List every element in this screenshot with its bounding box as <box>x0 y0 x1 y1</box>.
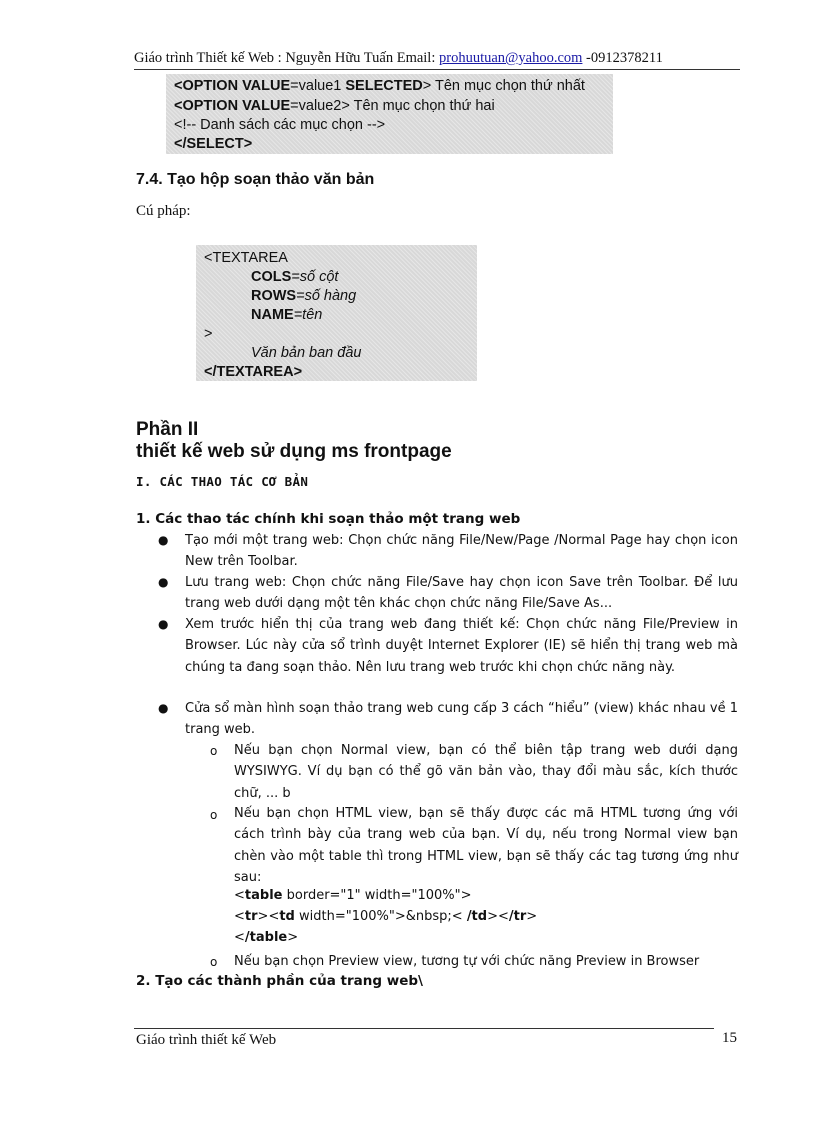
list-item: Lưu trang web: Chọn chức năng File/Save hay chọn icon Save trên Toolbar. Để lưu trang web dưới dạng một tên khác chọn chức năng File/Save As... <box>185 575 738 612</box>
section-heading-I: I. CÁC THAO TÁC CƠ BẢN <box>136 474 309 489</box>
circle-bullet-icon: o <box>210 744 218 758</box>
sub-list-item: Nếu bạn chọn HTML view, bạn sẽ thấy được các mã HTML tương ứng với cách trình bày của trang web của bạn. Ví dụ, nếu trong Normal view bạn chèn vào một table thì trong HTML view, bạn sẽ thấy các tag tương ứng như sau: <box>234 806 738 885</box>
sub-list-item: Nếu bạn chọn Preview view, tương tự với chức năng Preview in Browser <box>234 954 700 969</box>
code-line: </SELECT> <box>174 136 253 152</box>
footer-divider <box>134 1028 714 1029</box>
header-title: Giáo trình Thiết kế Web : Nguyễn Hữu Tuấn Email: <box>134 50 439 66</box>
page-header <box>134 50 740 67</box>
part-subtitle: thiết kế web sử dụng ms frontpage <box>136 441 452 462</box>
email-link[interactable]: prohuutuan@yahoo.com <box>439 50 583 66</box>
sub-list-item: Nếu bạn chọn Normal view, bạn có thể biên tập trang web dưới dạng WYSIWYG. Ví dụ bạn có thể gõ văn bản vào, thay đổi màu sắc, kích thước chữ, ... b <box>234 743 738 801</box>
code-line: <OPTION VALUE=value1 SELECTED> Tên mục chọn thứ nhất <box>174 78 585 94</box>
html-code-line: <tr><td width="100%">&nbsp;< /td></tr> <box>234 909 538 924</box>
list-item: Cửa sổ màn hình soạn thảo trang web cung cấp 3 cách “hiểu” (view) khác nhau về 1 trang web. <box>185 701 738 738</box>
subsection-heading-2: 2. Tạo các thành phần của trang web\ <box>136 973 423 989</box>
code-line: <OPTION VALUE=value2> Tên mục chọn thứ hai <box>174 98 495 114</box>
select-code-box <box>166 74 613 154</box>
part-title: Phần II <box>136 419 199 440</box>
circle-bullet-icon: o <box>210 955 218 969</box>
html-code-line: <table border="1" width="100%"> <box>234 888 472 903</box>
code-line: COLS=số cột <box>251 269 339 285</box>
code-line: > <box>204 326 213 342</box>
subsection-heading-1: 1. Các thao tác chính khi soạn thảo một trang web <box>136 511 521 527</box>
bullet-icon: ● <box>158 701 169 715</box>
syntax-label: Cú pháp: <box>136 203 191 219</box>
textarea-code-box <box>196 245 477 381</box>
list-item: Xem trước hiển thị của trang web đang thiết kế: Chọn chức năng File/Preview in Browser. Lúc này cửa sổ trình duyệt Internet Explorer (IE) sẽ hiển thị trang web mà chúng ta đang soạn thảo. Nên lưu trang web trước khi chọn chức năng này. <box>185 617 738 675</box>
bullet-icon: ● <box>158 575 169 589</box>
code-line: </TEXTAREA> <box>204 364 303 380</box>
code-line: Văn bản ban đầu <box>251 345 362 361</box>
bullet-icon: ● <box>158 617 169 631</box>
code-line: <TEXTAREA <box>204 250 288 266</box>
header-divider <box>134 69 740 70</box>
bullet-icon: ● <box>158 533 169 547</box>
code-line: NAME=tên <box>251 307 323 323</box>
code-line: ROWS=số hàng <box>251 288 357 304</box>
footer-title: Giáo trình thiết kế Web <box>136 1032 277 1048</box>
header-phone: -0912378211 <box>582 50 663 66</box>
page-number: 15 <box>722 1030 737 1046</box>
list-item: Tạo mới một trang web: Chọn chức năng File/New/Page /Normal Page hay chọn icon New trên Toolbar. <box>185 533 738 570</box>
circle-bullet-icon: o <box>210 808 218 822</box>
code-line: <!-- Danh sách các mục chọn --> <box>174 117 386 133</box>
html-code-line: </table> <box>234 930 299 945</box>
section-heading-7-4: 7.4. Tạo hộp soạn thảo văn bản <box>136 171 375 188</box>
